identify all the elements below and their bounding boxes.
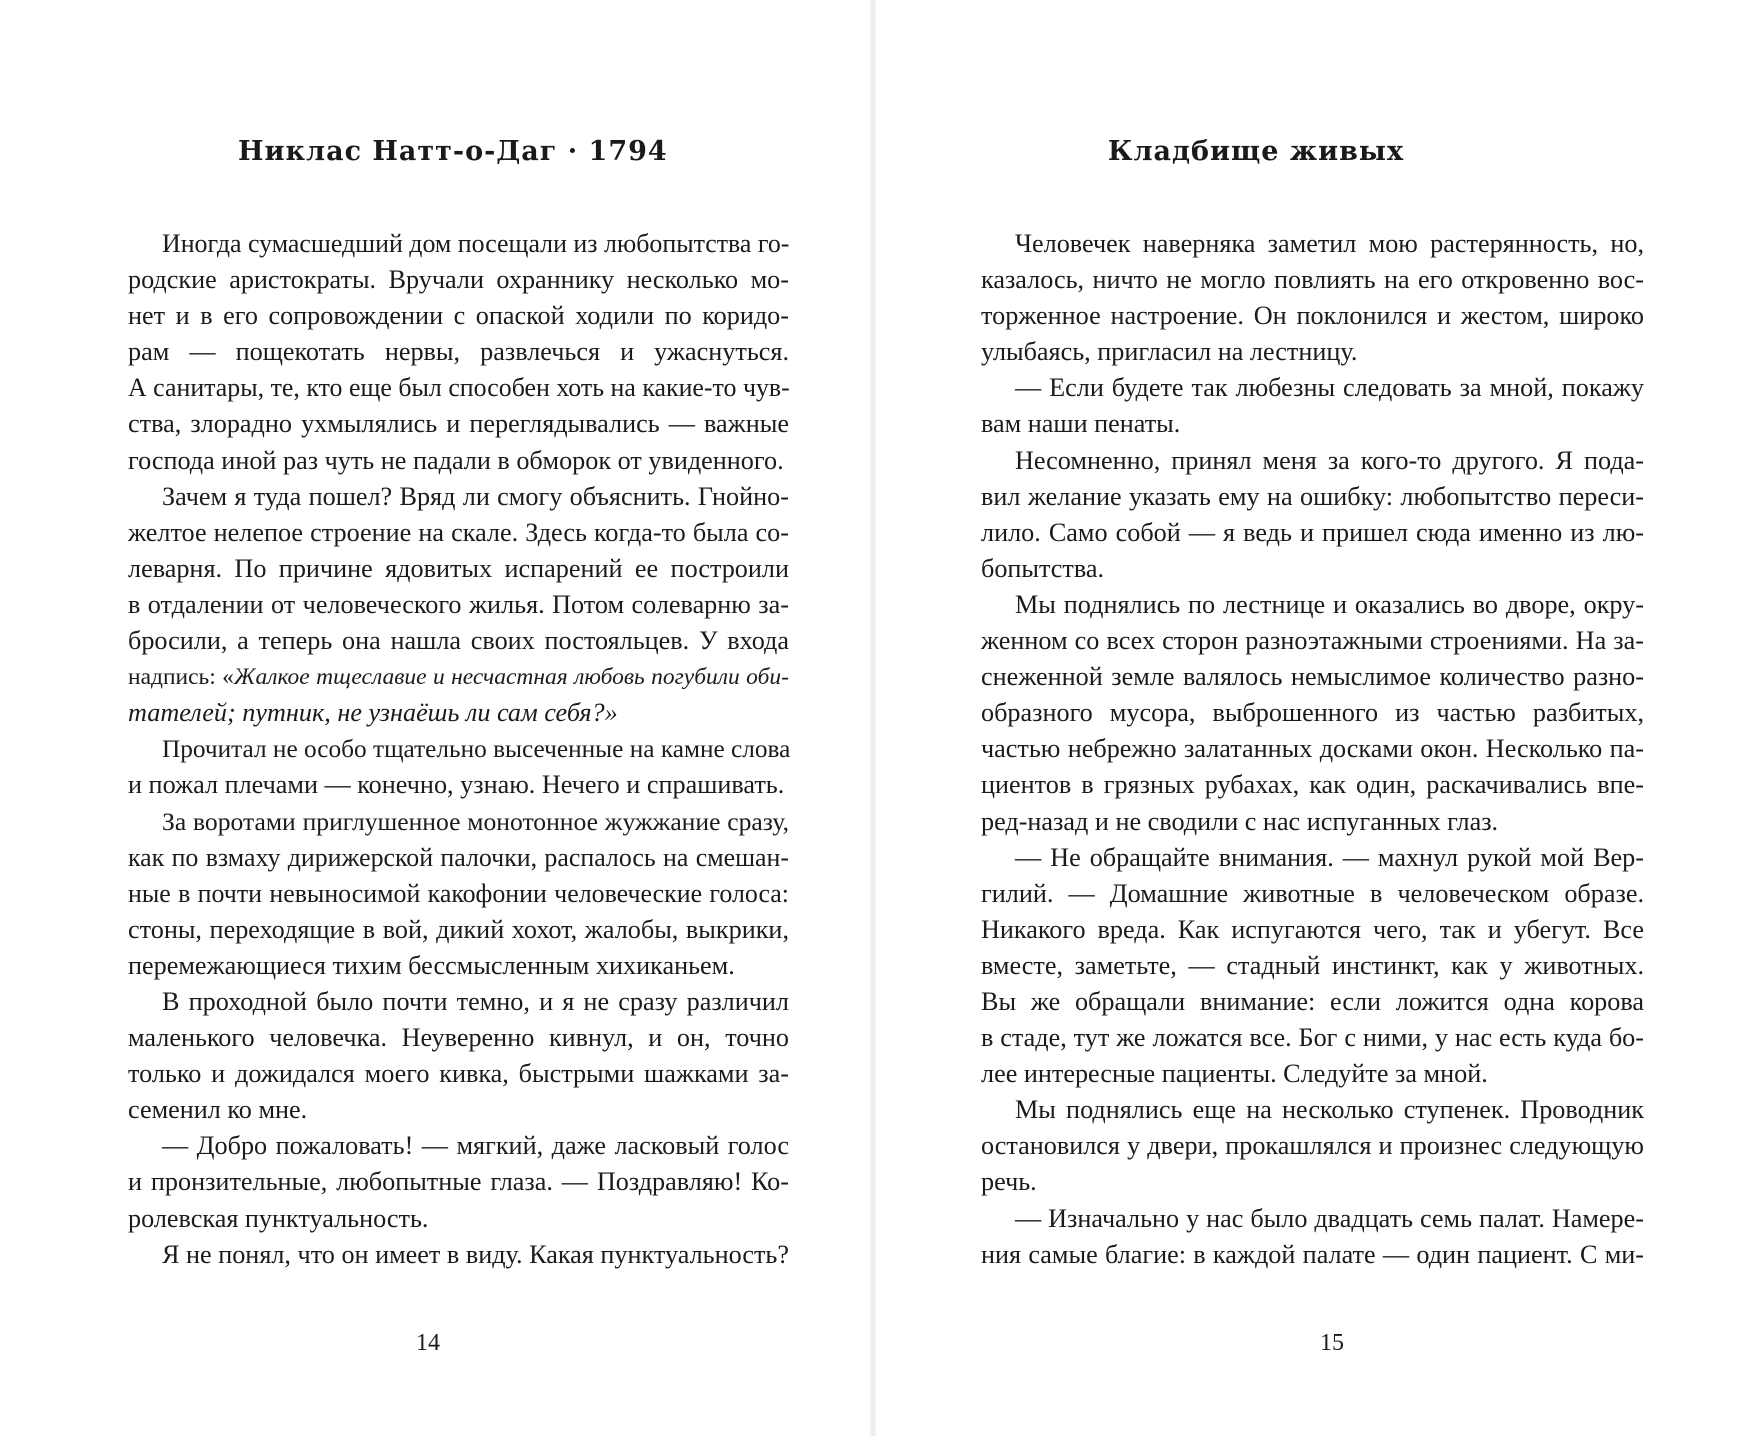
text-line: стоны, переходящие в вой, дикий хохот, жалобы, выкрики,	[128, 914, 789, 944]
text-line: Вы же обращали внимание: если ложится одна корова	[981, 986, 1644, 1016]
text-line: речь.	[981, 1167, 1037, 1197]
left-running-head: Никлас Натт-о-Даг · 1794	[238, 136, 668, 167]
text-line: — Добро пожаловать! — мягкий, даже ласковый голос	[162, 1131, 789, 1161]
text-line: и пронзительные, любопытные глаза. — Поздравляю! Ко-	[128, 1167, 789, 1197]
text-line: циентов в грязных рубахах, как один, раскачивались впе-	[981, 770, 1644, 800]
text-line: частью небрежно залатанных досками окон. Несколько па-	[981, 734, 1644, 764]
text-line: снеженной земле валялось немыслимое количество разно-	[981, 662, 1644, 692]
inscription-italic: Жалкое тщеславие и несчастная любовь погубили оби-	[233, 664, 789, 691]
text-line: казалось, ничто не могло повлиять на его откровенно вос-	[981, 265, 1644, 295]
right-page-number: 15	[1320, 1330, 1344, 1356]
left-page	[0, 0, 870, 1436]
text-line: Я не понял, что он имеет в виду. Какая пунктуальность?	[162, 1239, 789, 1269]
text-line: желтое нелепое строение на скале. Здесь когда-то была со-	[128, 517, 789, 547]
inscription-prefix: надпись: «	[128, 664, 234, 691]
text-line: ролевская пунктуальность.	[128, 1203, 429, 1233]
text-line: ред-назад и не сводили с нас испуганных глаз.	[981, 806, 1499, 836]
left-page-number: 14	[416, 1330, 440, 1356]
text-line: Зачем я туда пошел? Вряд ли смогу объяснить. Гнойно-	[162, 481, 789, 511]
text-line: бопытства.	[981, 553, 1105, 583]
text-line: Человечек наверняка заметил мою растерянность, но,	[1015, 229, 1644, 258]
text-line: семенил ко мне.	[128, 1095, 308, 1125]
text-line: только и дожидался моего кивка, быстрыми шажками за-	[128, 1059, 789, 1089]
text-line: — Не обращайте внимания. — махнул рукой мой Вер-	[1015, 842, 1644, 872]
text-line: леварня. По причине ядовитых испарений ее построили	[128, 553, 789, 583]
text-line: в стаде, тут же ложатся все. Бог с ними, у нас есть куда бо-	[981, 1023, 1644, 1053]
text-line: ния самые благие: в каждой палате — один пациент. С ми-	[981, 1239, 1644, 1269]
text-line: рам — пощекотать нервы, развлечься и ужаснуться.	[128, 337, 789, 367]
text-line: образного мусора, выброшенного из частью разбитых,	[981, 698, 1644, 728]
text-line: и пожал плечами — конечно, узнаю. Нечего и спрашивать.	[128, 770, 785, 800]
text-line: женном со всех сторон разноэтажными строениями. На за-	[981, 626, 1644, 656]
text-line: остановился у двери, прокашлялся и произнес следующую	[981, 1131, 1644, 1161]
text-line: вил желание указать ему на ошибку: любопытство переси-	[981, 481, 1644, 511]
text-line: Несомненно, принял меня за кого-то другого. Я пода-	[1015, 445, 1644, 475]
right-page	[876, 0, 1745, 1436]
text-line: Мы поднялись еще на несколько ступенек. Проводник	[1015, 1095, 1644, 1125]
text-line: лее интересные пациенты. Следуйте за мной.	[981, 1059, 1488, 1089]
text-line: — Изначально у нас было двадцать семь палат. Намере-	[1015, 1203, 1644, 1233]
right-text-block	[981, 226, 1644, 1273]
text-line: в отдалении от человеческого жилья. Потом солеварню за-	[128, 589, 789, 619]
text-line: Иногда сумасшедший дом посещали из любопытства го-	[162, 229, 790, 258]
text-line: господа иной раз чуть не падали в обморок от увиденного.	[128, 445, 784, 475]
text-line: бросили, а теперь она нашла своих постояльцев. У входа	[128, 626, 789, 656]
left-text-block	[128, 226, 789, 1273]
text-line: вместе, заметьте, — стадный инстинкт, как у животных.	[981, 950, 1644, 980]
text-line: Прочитал не особо тщательно высеченные на камне слова	[162, 735, 791, 764]
text-line: вам наши пенаты.	[981, 409, 1181, 439]
text-line: Никакого вреда. Как испугаются чего, так и убегут. Все	[981, 914, 1644, 944]
text-line: нет и в его сопровождении с опаской ходили по коридо-	[128, 301, 789, 331]
text-line: торженное настроение. Он поклонился и жестом, широко	[981, 301, 1644, 331]
text-line: маленького человечка. Неуверенно кивнул, и он, точно	[128, 1023, 789, 1053]
text-line: перемежающиеся тихим бессмысленным хихиканьем.	[128, 950, 735, 980]
text-line: А санитары, те, кто еще был способен хоть на какие-то чув-	[128, 373, 790, 403]
text-line: Мы поднялись по лестнице и оказались во дворе, окру-	[1015, 589, 1644, 619]
text-line: — Если будете так любезны следовать за мной, покажу	[1015, 373, 1644, 403]
text-line: гилий. — Домашние животные в человеческом образе.	[981, 878, 1644, 908]
text-line: ства, злорадно ухмылялись и переглядывались — важные	[128, 409, 789, 439]
text-line: как по взмаху дирижерской палочки, распалось на смешан-	[128, 842, 789, 872]
text-line: тателей; путник, не узнаёшь ли сам себя?»	[128, 698, 618, 728]
text-line: ные в почти невыносимой какофонии человеческие голоса:	[128, 878, 789, 908]
text-line: лило. Само собой — я ведь и пришел сюда именно из лю-	[981, 517, 1644, 547]
text-line-inscription	[128, 659, 789, 695]
text-line: В проходной было почти темно, и я не сразу различил	[162, 986, 789, 1016]
text-line: родские аристократы. Вручали охраннику несколько мо-	[128, 265, 789, 295]
right-running-head: Кладбище живых	[1107, 136, 1405, 167]
text-line: улыбаясь, пригласил на лестницу.	[981, 337, 1358, 367]
text-line: За воротами приглушенное монотонное жужжание сразу,	[162, 806, 789, 836]
